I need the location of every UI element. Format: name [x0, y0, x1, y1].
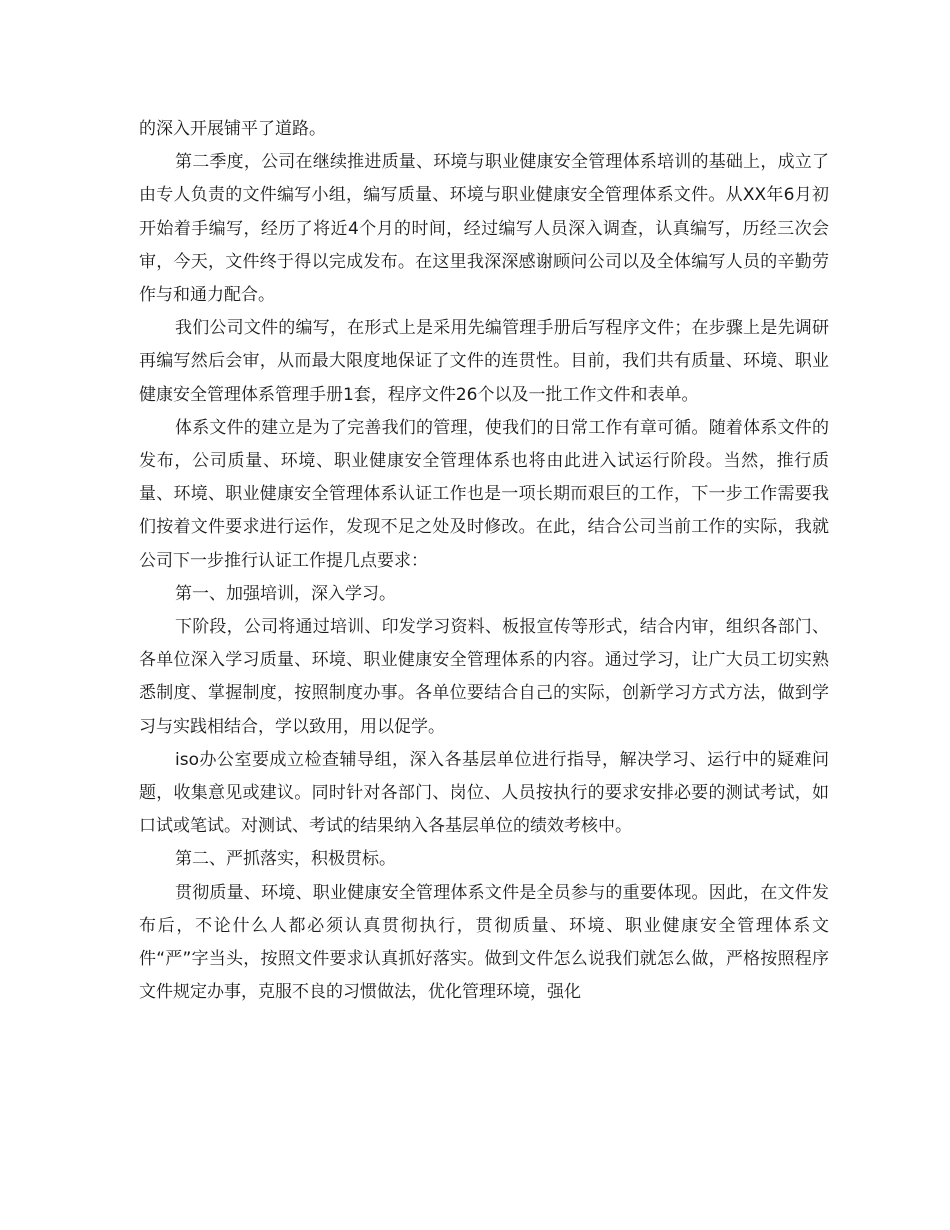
paragraph: 我们公司文件的编写，在形式上是采用先编管理手册后写程序文件；在步骤上是先调研再编写然后会审，从而最大限度地保证了文件的连贯性。目前，我们共有质量、环境、职业健康安全管理体系管理手册1套，程序文件26个以及一批工作文件和表单。 — [139, 318, 829, 405]
paragraph: 下阶段，公司将通过培训、印发学习资料、板报宣传等形式，结合内审，组织各部门、各单位深入学习质量、环境、职业健康安全管理体系的内容。通过学习，让广大员工切实熟悉制度、掌握制度，按照制度办事。各单位要结合自己的实际，创新学习方式方法，做到学习与实践相结合，学以致用，用以促学。 — [139, 617, 829, 737]
section-heading: 第二、严抓落实，积极贯标。 — [175, 849, 396, 870]
paragraph: 体系文件的建立是为了完善我们的管理，使我们的日常工作有章可循。随着体系文件的发布，公司质量、环境、职业健康安全管理体系也将由此进入试运行阶段。当然，推行质量、环境、职业健康安全管理体系认证工作也是一项长期而艰巨的工作，下一步工作需要我们按着文件要求进行运作，发现不足之处及时修改。在此，结合公司当前工作的实际，我就公司下一步推行认证工作提几点要求： — [139, 417, 829, 571]
paragraph: iso办公室要成立检查辅导组，深入各基层单位进行指导，解决学习、运行中的疑难问题，收集意见或建议。同时针对各部门、岗位、人员按执行的要求安排必要的测试考试，如口试或笔试。对测试、考试的结果纳入各基层单位的绩效考核中。 — [139, 749, 829, 837]
paragraph: 的深入开展铺平了道路。 — [139, 119, 326, 139]
section-heading: 第一、加强培训，深入学习。 — [175, 583, 396, 604]
paragraph: 贯彻质量、环境、职业健康安全管理体系文件是全员参与的重要体现。因此，在文件发布后，不论什么人都必须认真贯彻执行，贯彻质量、环境、职业健康安全管理体系文件“严”字当头，按照文件要求认真抓好落实。做到文件怎么说我们就怎么做，严格按照程序文件规定办事，克服不良的习惯做法，优化管理环境，强化 — [139, 882, 829, 1003]
document-body — [139, 113, 829, 1009]
paragraph: 第二季度，公司在继续推进质量、环境与职业健康安全管理体系培训的基础上，成立了由专人负责的文件编写小组，编写质量、环境与职业健康安全管理体系文件。从XX年6月初开始着手编写，经历了将近4个月的时间，经过编写人员深入调查，认真编写，历经三次会审，今天，文件终于得以完成发布。在这里我深深感谢顾问公司以及全体编写人员的辛勤劳作与和通力配合。 — [139, 152, 829, 306]
